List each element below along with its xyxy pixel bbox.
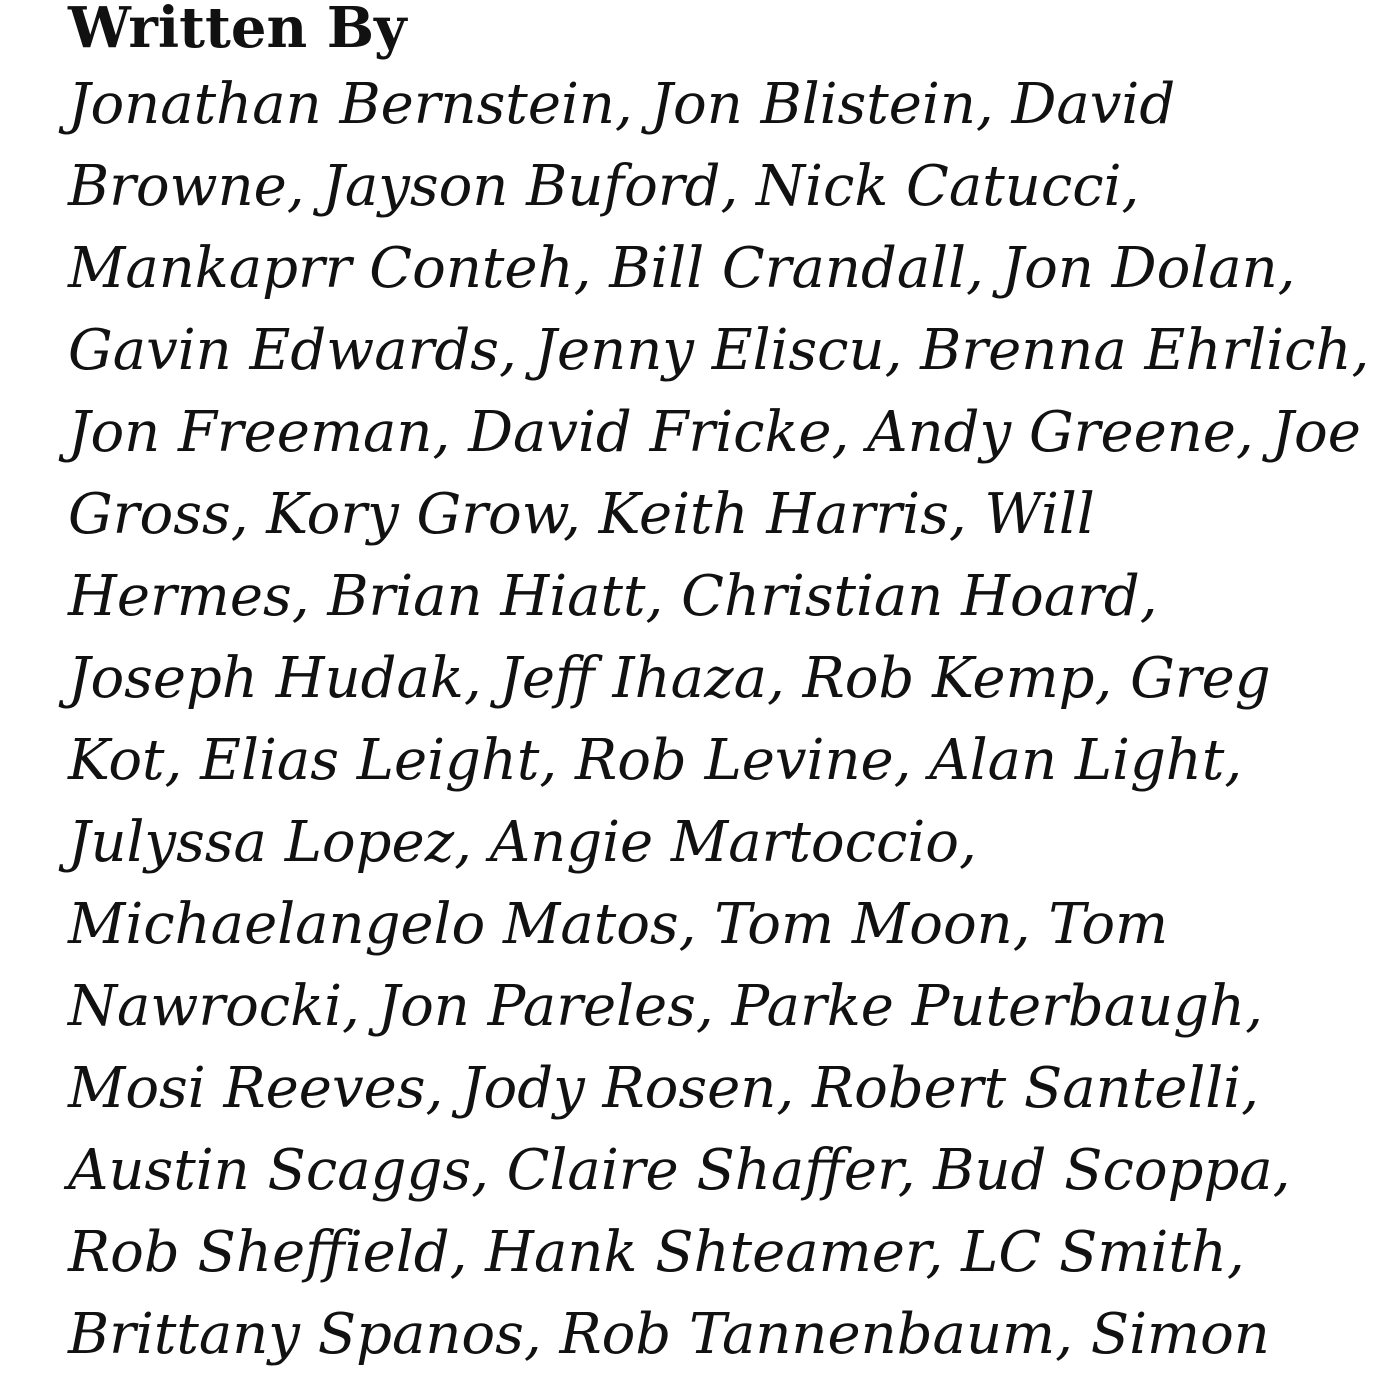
credits-heading: Written By [68,0,407,61]
credits-line: Austin Scaggs, Claire Shaffer, Bud Scoppa, [68,1138,1291,1203]
credits-line: Jonathan Bernstein, Jon Blistein, David [68,72,1176,137]
credits-line: Brittany Spanos, Rob Tannenbaum, Simon [68,1302,1270,1367]
credits-line: Hermes, Brian Hiatt, Christian Hoard, [68,564,1158,629]
credits-line: Jon Freeman, David Fricke, Andy Greene, Joe [68,400,1361,465]
credits-line: Nawrocki, Jon Pareles, Parke Puterbaugh, [68,974,1263,1039]
credits-line: Michaelangelo Matos, Tom Moon, Tom [68,892,1169,957]
credits-names [68,64,1368,1376]
credits-line: Gross, Kory Grow, Keith Harris, Will [68,482,1095,547]
credits-line: Rob Sheffield, Hank Shteamer, LC Smith, [68,1220,1245,1285]
credits-line: Joseph Hudak, Jeff Ihaza, Rob Kemp, Greg [68,646,1271,711]
credits-line: Browne, Jayson Buford, Nick Catucci, [68,154,1140,219]
credits-line: Mosi Reeves, Jody Rosen, Robert Santelli, [68,1056,1259,1121]
credits-line: Kot, Elias Leight, Rob Levine, Alan Light, [68,728,1243,793]
credits-line: Julyssa Lopez, Angie Martoccio, [68,810,977,875]
credits-block [68,0,1368,1376]
credits-line: Mankaprr Conteh, Bill Crandall, Jon Dolan, [68,236,1296,301]
credits-line: Gavin Edwards, Jenny Eliscu, Brenna Ehrlich, [68,318,1370,383]
